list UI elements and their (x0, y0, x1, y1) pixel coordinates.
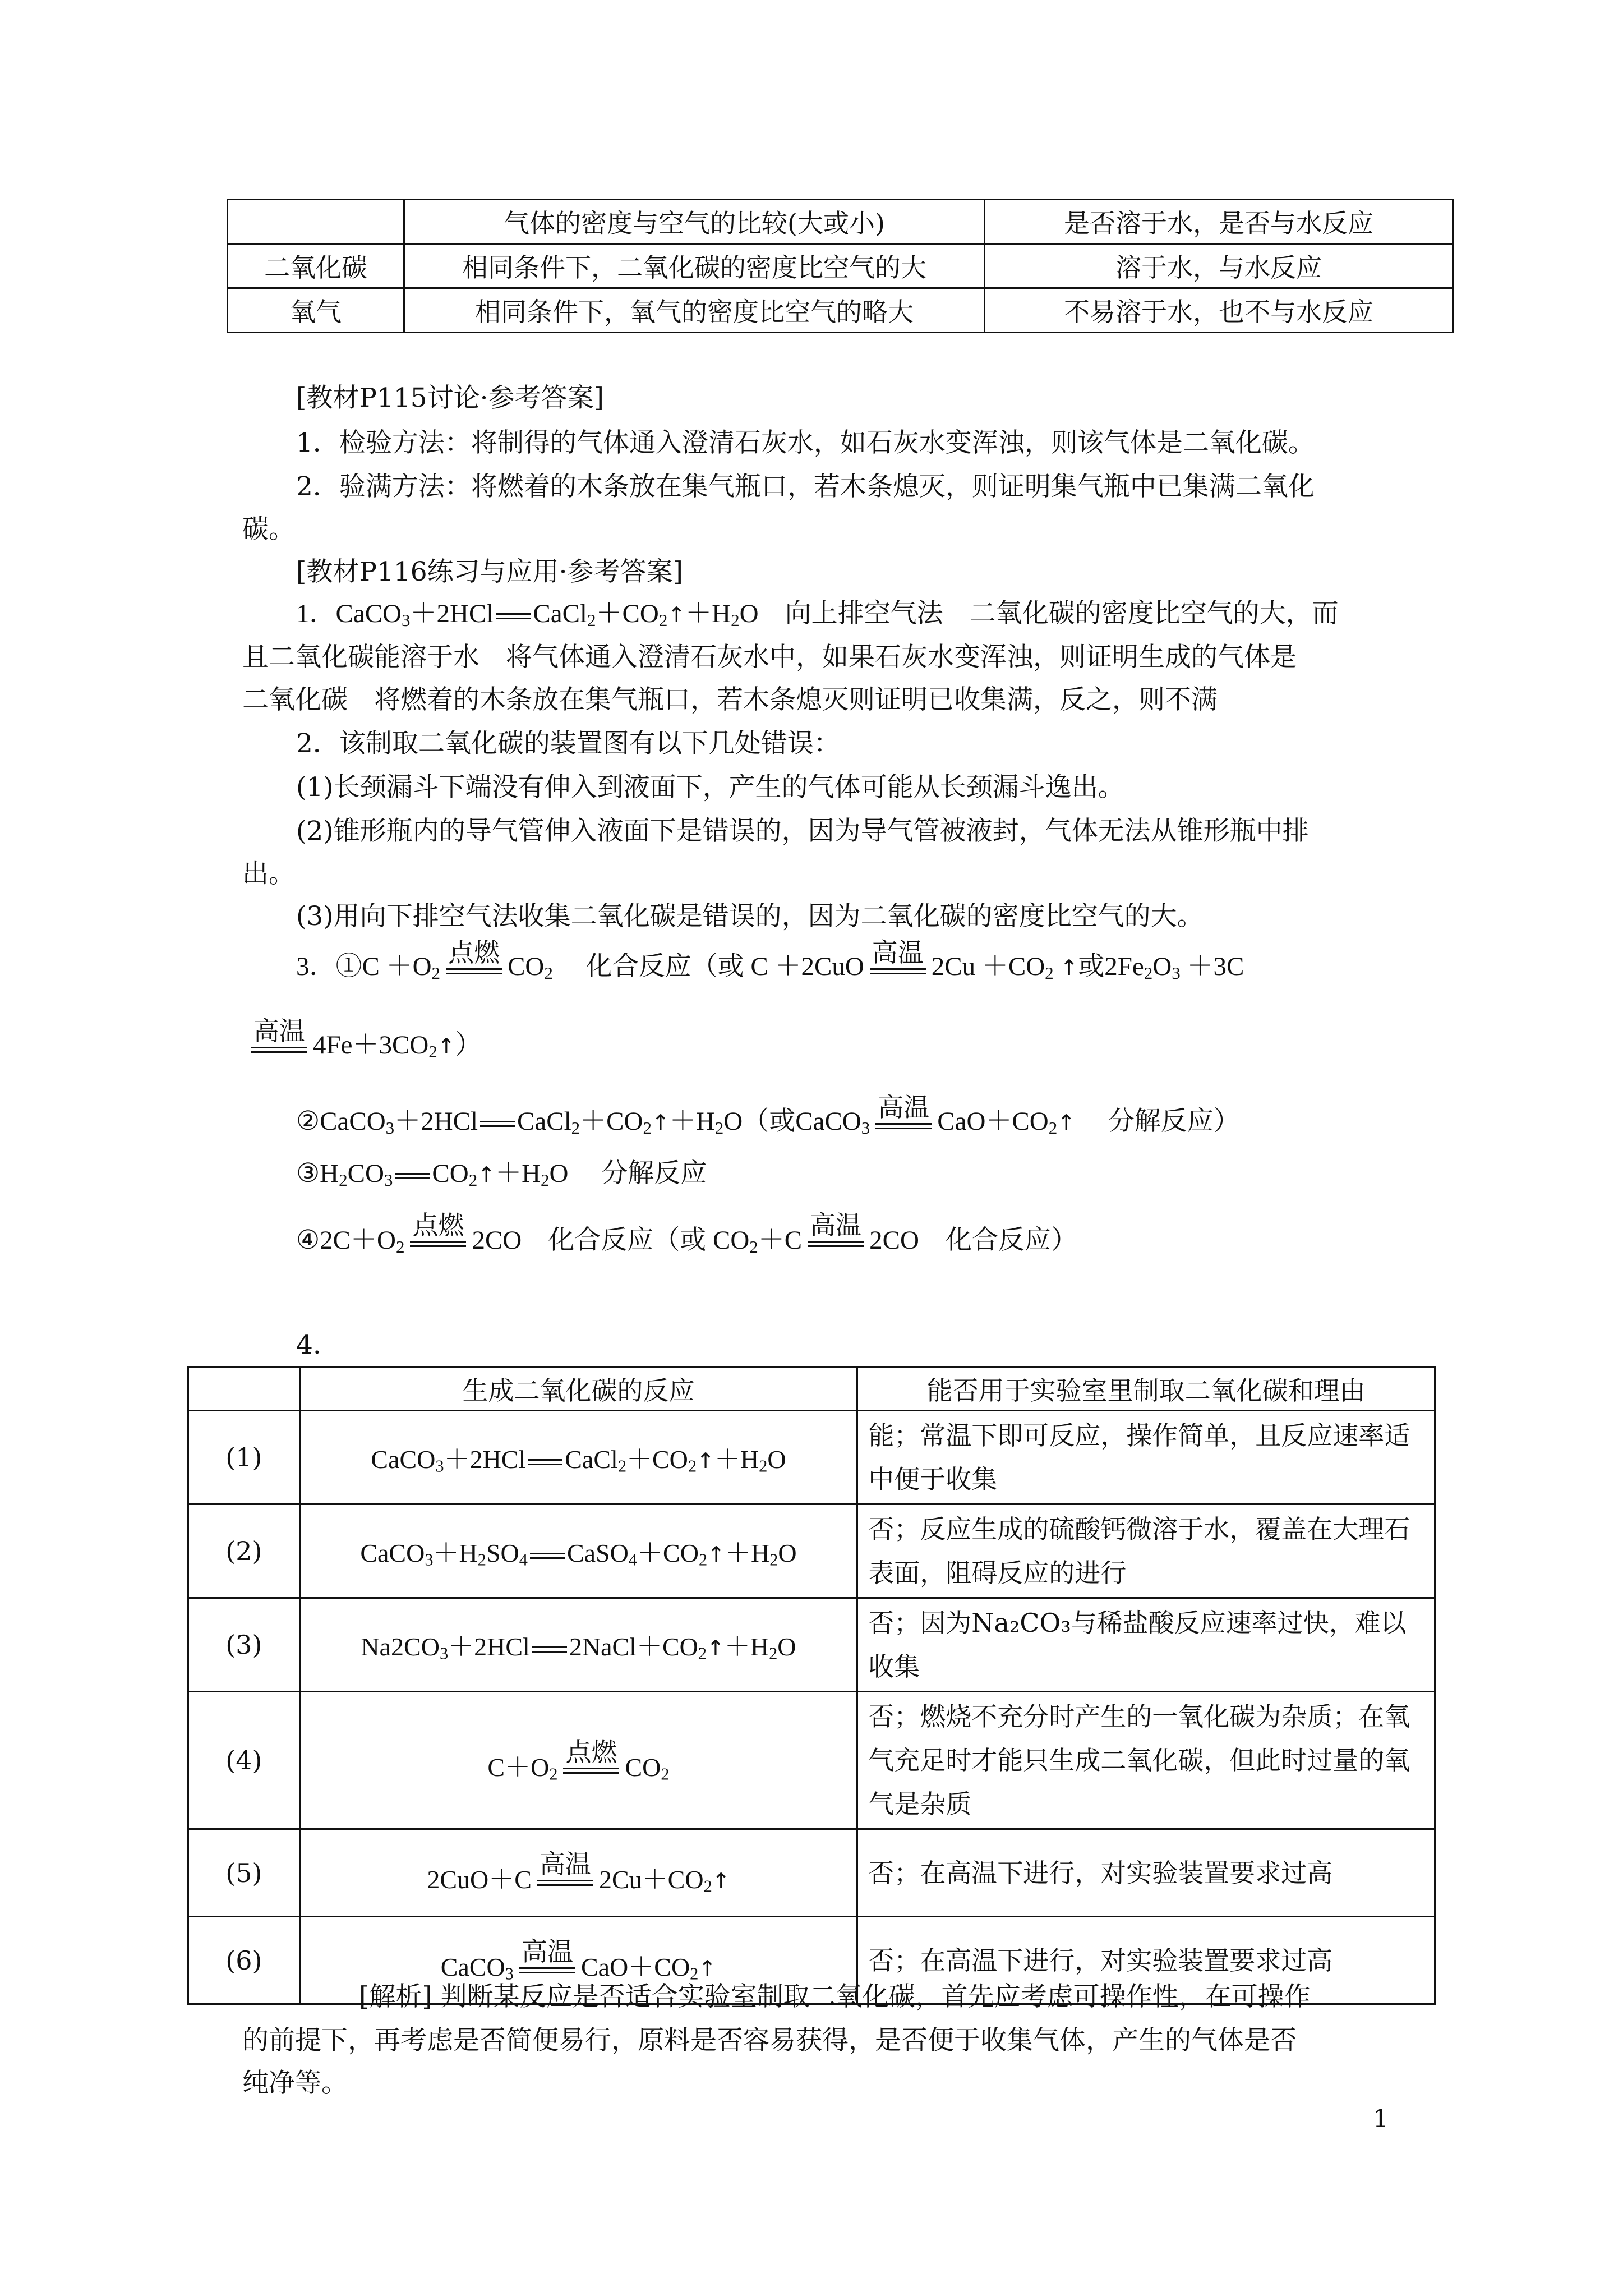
table-row (188, 1598, 1435, 1692)
paragraph: 2．该制取二氧化碳的装置图有以下几处错误： (296, 728, 840, 759)
paragraph: 2．验满方法：将燃着的木条放在集气瓶口，若木条熄灭，则证明集气瓶中已集满二氧化 (296, 471, 1315, 502)
equation-line: $④2C+O_2$ 点燃 2CO 化合反应（或 $CO_2+C$ 高温 2CO 化合反应） (296, 1211, 1077, 1257)
table-cell: 是否溶于水，是否与水反应 (985, 200, 1453, 244)
paragraph: 且二氧化碳能溶于水 将气体通入澄清石灰水中，如果石灰水变浑浊，则证明生成的气体是 (242, 642, 1297, 673)
table-cell: 二氧化碳 (228, 244, 404, 288)
reason-cell: 否；反应生成的硫酸钙微溶于水，覆盖在大理石表面，阻碍反应的进行 (857, 1504, 1435, 1598)
paragraph: 1．检验方法：将制得的气体通入澄清石灰水，如石灰水变浑浊，则该气体是二氧化碳。 (296, 427, 1315, 458)
equation-line: $③H_2CO_3$ $CO_2↑+H_2O$ 分解反应 (296, 1159, 707, 1190)
paragraph: (3)用向下排空气法收集二氧化碳是错误的，因为二氧化碳的密度比空气的大。 (296, 901, 1204, 932)
reason-cell: 否；在高温下进行，对实验装置要求过高 (857, 1829, 1435, 1917)
condition-label: 高温 (872, 938, 924, 967)
paragraph: (1)长颈漏斗下端没有伸入到液面下，产生的气体可能从长颈漏斗逸出。 (296, 772, 1124, 803)
condition-label: 高温 (878, 1093, 930, 1122)
answer-number: 1． (296, 599, 336, 628)
reaction-cell: $C+O_2$ 点燃 $CO_2$ (299, 1692, 857, 1829)
reason-cell: 否；燃烧不充分时产生的一氧化碳为杂质；在氧气充足时才能只生成二氧化碳，但此时过量的氧气是杂质 (857, 1692, 1435, 1829)
row-number: (5) (188, 1829, 300, 1917)
row-number: (6) (188, 1917, 300, 2004)
paragraph: 碳。 (242, 514, 295, 545)
analysis-paragraph: 的前提下，再考虑是否简便易行，原料是否容易获得，是否便于收集气体，产生的气体是否 (242, 2025, 1297, 2056)
reaction-type: 化合反应（或 (548, 1226, 707, 1255)
table-row (188, 1504, 1435, 1598)
condition-label: 高温 (521, 1938, 573, 1966)
table-cell: 溶于水，与水反应 (985, 244, 1453, 288)
analysis-paragraph: [解析] 判断某反应是否适合实验室制取二氧化碳，首先应考虑可操作性，在可操作 (359, 1981, 1311, 2012)
equation-line: 高温 $4Fe+3CO_2↑$） (251, 1016, 482, 1063)
reaction-cell: $CaCO_3+H_2SO_4$ $CaSO_4+CO_2↑+H_2O$ (299, 1504, 857, 1598)
paragraph: 出。 (242, 858, 295, 889)
reaction-type: 化合反应（或 (585, 952, 744, 981)
condition-label: 点燃 (565, 1737, 617, 1766)
question-4-label: 4. (296, 1329, 321, 1360)
row-number: (4) (188, 1692, 300, 1829)
table-header-row (228, 200, 1453, 244)
condition-label: 高温 (810, 1211, 862, 1240)
reaction-cell: 2CuO＋C 高温 $2Cu+CO_2↑$ (299, 1829, 857, 1917)
reason-cell: 否；因为Na₂CO₃与稀盐酸反应速率过快，难以收集 (857, 1598, 1435, 1692)
circled-number: ② (296, 1107, 320, 1136)
table-row (188, 1411, 1435, 1504)
reaction-cell: CaCO$_3$＋2HCl $CaCl_2+CO_2↑+H_2O$ (299, 1411, 857, 1504)
row-number: (2) (188, 1504, 300, 1598)
table-header-row (188, 1367, 1435, 1411)
reason-cell: 能；常温下即可反应，操作简单，且反应速率适中便于收集 (857, 1411, 1435, 1504)
table-row (188, 1692, 1435, 1829)
gas-comparison-table (227, 199, 1454, 333)
condition-label: 点燃 (412, 1211, 464, 1240)
paragraph: (2)锥形瓶内的导气管伸入液面下是错误的，因为导气管被液封，气体无法从锥形瓶中排 (296, 816, 1309, 846)
section-heading-p116: [教材P116练习与应用·参考答案] (296, 556, 683, 587)
table-cell: 相同条件下，氧气的密度比空气的略大 (404, 288, 985, 333)
row-number: (3) (188, 1598, 300, 1692)
reaction-cell: $Na2CO_3+2HCl$ $2NaCl+CO_2↑+H_2O$ (299, 1598, 857, 1692)
table-cell: 相同条件下，二氧化碳的密度比空气的大 (404, 244, 985, 288)
reaction-cell: CaCO$_3$ 高温 $CaO+CO_2↑$ (299, 1917, 857, 2004)
page-number: 1 (1373, 2105, 1389, 2133)
table-row (188, 1829, 1435, 1917)
condition-label: 高温 (253, 1017, 305, 1046)
or-text: 或 (1078, 952, 1105, 981)
reaction-type: 分解反应 (601, 1159, 707, 1188)
reaction-type: 化合反应） (945, 1226, 1077, 1255)
condition-label: 点燃 (448, 938, 500, 967)
answer-1-line-1: 1．CaCO$_3$＋2HCl $CaCl_2+CO_2↑+H_2O$ 向上排空气法 二氧化碳的密度比空气的大，而 (296, 599, 1339, 630)
table-cell (228, 200, 404, 244)
co2-reaction-table (187, 1366, 1436, 2005)
answer-number: 3．① (296, 952, 362, 981)
table-cell (188, 1367, 300, 1411)
circled-number: ④ (296, 1226, 320, 1255)
table-cell: 气体的密度与空气的比较(大或小) (404, 200, 985, 244)
condition-label: 高温 (539, 1850, 591, 1879)
table-cell: 能否用于实验室里制取二氧化碳和理由 (857, 1367, 1435, 1411)
paragraph: 二氧化碳 将燃着的木条放在集气瓶口，若木条熄灭则证明已收集满，反之，则不满 (242, 684, 1218, 715)
table-cell: 不易溶于水，也不与水反应 (985, 288, 1453, 333)
answer-text: 向上排空气法 二氧化碳的密度比空气的大，而 (785, 599, 1339, 628)
table-row (228, 288, 1453, 333)
equation-line: ②CaCO$_3$＋2HCl $CaCl_2+CO_2↑+H_2O$（或CaCO$_3$ 高温 $CaO+CO_2↑$ 分解反应） (296, 1093, 1240, 1138)
analysis-paragraph: 纯净等。 (242, 2068, 348, 2099)
reason-cell: 否；在高温下进行，对实验装置要求过高 (857, 1917, 1435, 2004)
table-cell: 生成二氧化碳的反应 (299, 1367, 857, 1411)
row-number: (1) (188, 1411, 300, 1504)
circled-number: ③ (296, 1159, 320, 1188)
reaction-type: 分解反应） (1108, 1107, 1240, 1136)
table-row (228, 244, 1453, 288)
or-text: 或 (769, 1107, 796, 1136)
table-cell: 氧气 (228, 288, 404, 333)
section-heading-p115: [教材P115讨论·参考答案] (296, 383, 604, 413)
equation-line: 3．①C $+O_2$ 点燃 $CO_2$ 化合反应（或 C ＋2CuO 高温 $2Cu +CO_2$ ↑或$2Fe_2O_3 +3C$ (296, 938, 1244, 983)
